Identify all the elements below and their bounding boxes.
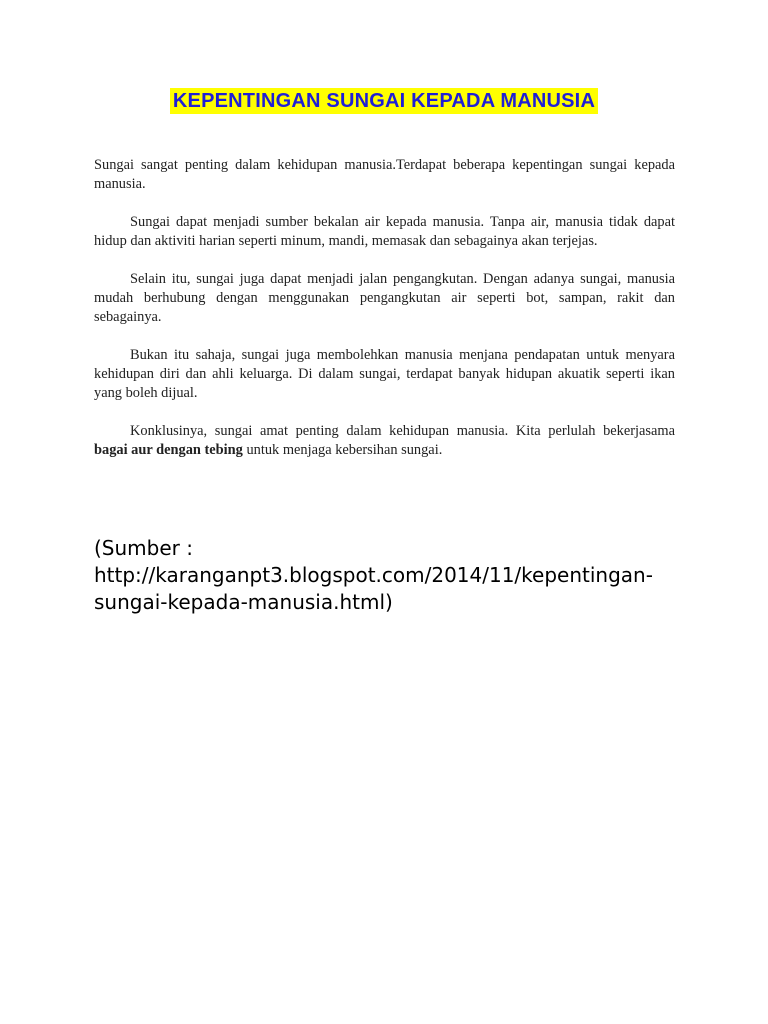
source-citation	[94, 535, 694, 616]
paragraph-transport: Selain itu, sungai juga dapat menjadi jalan pengangkutan. Dengan adanya sungai, manusia mudah berhubung dengan menggunakan pengangkutan air seperti bot, sampan, rakit dan sebagainya.	[94, 271, 675, 325]
paragraph-water-source: Sungai dapat menjadi sumber bekalan air kepada manusia. Tanpa air, manusia tidak dapat hidup dan aktiviti harian seperti minum, mandi, memasak dan sebagainya akan terjejas.	[94, 214, 675, 249]
title-container	[0, 88, 768, 114]
source-url-line-1: http://karanganpt3.blogspot.com/2014/11/kepentingan-	[94, 563, 653, 587]
conclusion-text-after: untuk menjaga kebersihan sungai.	[242, 442, 443, 458]
source-label: (Sumber :	[94, 536, 193, 560]
paragraph-intro: Sungai sangat penting dalam kehidupan manusia.Terdapat beberapa kepentingan sungai kepada manusia.	[94, 157, 675, 192]
document-title: KEPENTINGAN SUNGAI KEPADA MANUSIA	[170, 88, 598, 114]
paragraph-income: Bukan itu sahaja, sungai juga membolehkan manusia menjana pendapatan untuk menyara kehidupan diri dan ahli keluarga. Di dalam sungai, terdapat banyak hidupan akuatik seperti ikan yang boleh dijual.	[94, 347, 675, 401]
paragraph-conclusion	[94, 422, 675, 460]
conclusion-idiom: bagai aur dengan tebing	[94, 442, 243, 458]
source-url-line-2: sungai-kepada-manusia.html)	[94, 590, 393, 614]
conclusion-text-before: Konklusinya, sungai amat penting dalam kehidupan manusia. Kita perlulah bekerjasama	[130, 423, 675, 439]
document-body	[94, 156, 675, 479]
